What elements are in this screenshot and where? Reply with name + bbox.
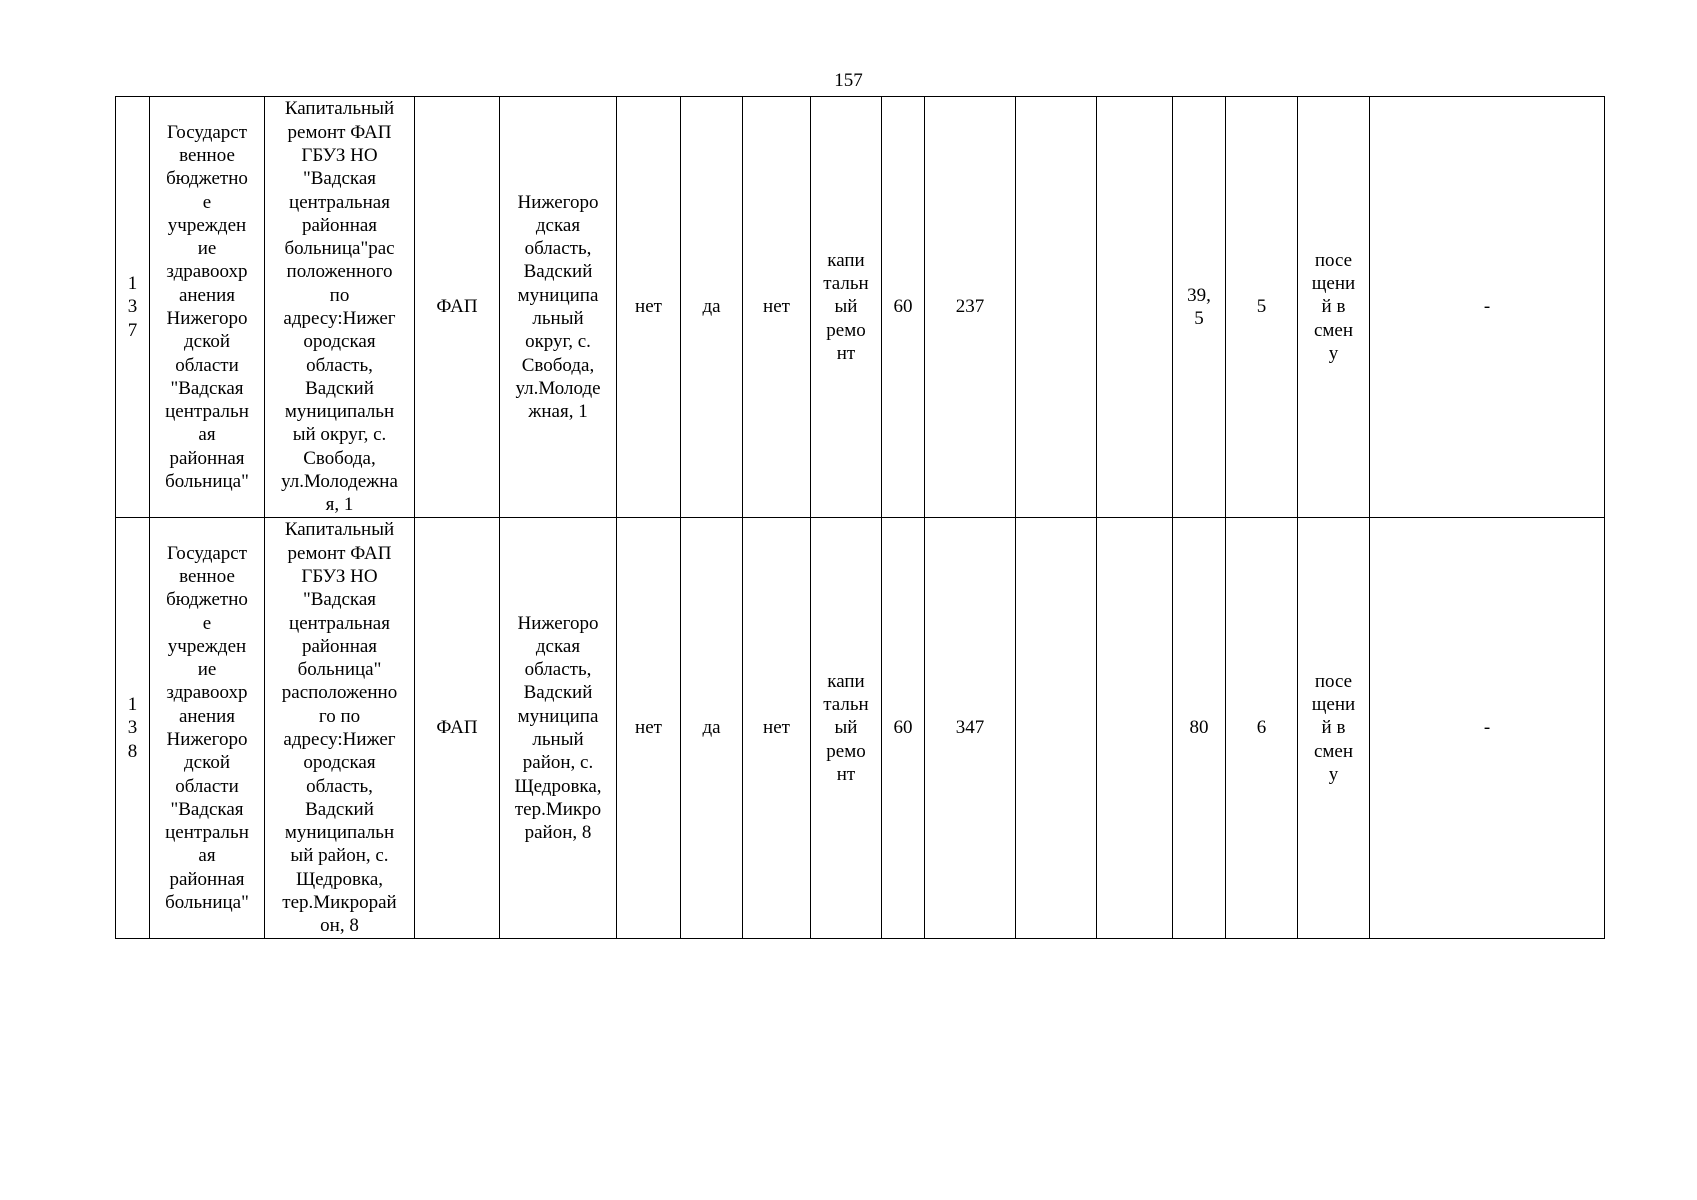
facilities-table bbox=[115, 96, 1605, 939]
table-row bbox=[116, 518, 1605, 939]
address-cell: Нижегоро дская область, Вадский муниципа льный округ, с. Свобода, ул.Молоде жная, 1 bbox=[500, 97, 617, 518]
flag-cell-1: нет bbox=[617, 518, 681, 939]
unit-cell: посе щени й в смен у bbox=[1298, 518, 1370, 939]
value-cell-2: 347 bbox=[925, 518, 1016, 939]
value-cell-3: 80 bbox=[1173, 518, 1226, 939]
flag-cell-2: да bbox=[681, 518, 743, 939]
object-name-cell: Капитальный ремонт ФАП ГБУЗ НО "Вадская центральная районная больница" расположенно го по адресу:Нижег ородская область, Вадский муниципальн ый район, с. Щедровка, тер.Микрорай он, 8 bbox=[265, 518, 415, 939]
value-cell-4: 5 bbox=[1226, 97, 1298, 518]
flag-cell-1: нет bbox=[617, 97, 681, 518]
dash-cell: - bbox=[1370, 97, 1605, 518]
empty-cell-2 bbox=[1097, 97, 1173, 518]
flag-cell-2: да bbox=[681, 97, 743, 518]
flag-cell-3: нет bbox=[743, 97, 811, 518]
value-cell-1: 60 bbox=[882, 518, 925, 939]
value-cell-2: 237 bbox=[925, 97, 1016, 518]
row-number-cell: 1 3 8 bbox=[116, 518, 150, 939]
object-name-cell: Капитальный ремонт ФАП ГБУЗ НО "Вадская центральная районная больница"рас положенного по адресу:Нижег ородская область, Вадский муниципальн ый округ, с. Свобода, ул.Молодежна я, 1 bbox=[265, 97, 415, 518]
institution-cell: Государст венное бюджетно е учрежден ие здравоохр анения Нижегоро дской области "Вадская центральн ая районная больница" bbox=[150, 97, 265, 518]
row-number-cell: 1 3 7 bbox=[116, 97, 150, 518]
institution-cell: Государст венное бюджетно е учрежден ие здравоохр анения Нижегоро дской области "Вадская центральн ая районная больница" bbox=[150, 518, 265, 939]
page-number: 157 bbox=[834, 70, 863, 91]
flag-cell-3: нет bbox=[743, 518, 811, 939]
empty-cell-2 bbox=[1097, 518, 1173, 939]
table-row bbox=[116, 97, 1605, 518]
unit-cell: посе щени й в смен у bbox=[1298, 97, 1370, 518]
work-type-cell: капи тальн ый ремо нт bbox=[811, 97, 882, 518]
work-type-cell: капи тальн ый ремо нт bbox=[811, 518, 882, 939]
facility-type-cell: ФАП bbox=[415, 518, 500, 939]
empty-cell-1 bbox=[1016, 97, 1097, 518]
address-cell: Нижегоро дская область, Вадский муниципа льный район, с. Щедровка, тер.Микро район, 8 bbox=[500, 518, 617, 939]
value-cell-4: 6 bbox=[1226, 518, 1298, 939]
dash-cell: - bbox=[1370, 518, 1605, 939]
value-cell-3: 39, 5 bbox=[1173, 97, 1226, 518]
empty-cell-1 bbox=[1016, 518, 1097, 939]
value-cell-1: 60 bbox=[882, 97, 925, 518]
facility-type-cell: ФАП bbox=[415, 97, 500, 518]
